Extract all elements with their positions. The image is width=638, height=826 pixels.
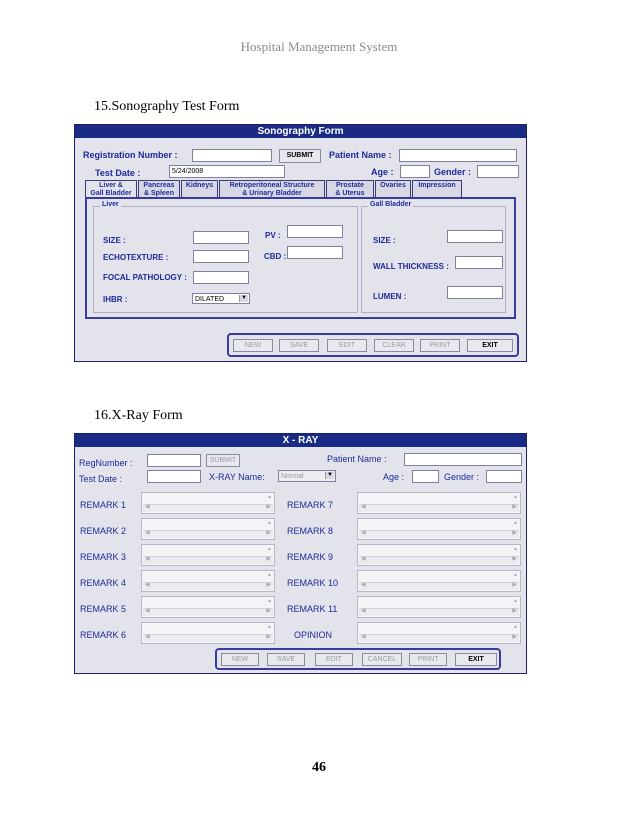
- registration-number-label: Registration Number :: [83, 150, 178, 160]
- xray-submit-button[interactable]: SUBMIT: [206, 454, 240, 467]
- focal-pathology-label: FOCAL PATHOLOGY :: [103, 273, 187, 282]
- tab-kidneys[interactable]: [181, 180, 218, 197]
- echotexture-label: ECHOTEXTURE :: [103, 253, 169, 262]
- xray-form-window: [74, 433, 527, 674]
- tab-label: Kidneys: [185, 182, 214, 189]
- xray-name-select[interactable]: [278, 470, 336, 482]
- test-date-label: Test Date :: [95, 168, 141, 178]
- remark-textarea[interactable]: ▲ ◀ ▶: [357, 518, 521, 540]
- xray-name-value: Normal: [281, 473, 304, 480]
- gb-size-input[interactable]: [447, 230, 503, 243]
- opinion-textarea[interactable]: ▲ ◀ ▶: [357, 622, 521, 644]
- xray-gender-input[interactable]: [486, 470, 522, 483]
- clear-button[interactable]: CLEAR: [374, 339, 414, 352]
- gb-size-label: SIZE :: [373, 236, 396, 245]
- tab-label: Liver &: [99, 182, 123, 189]
- remark-textarea[interactable]: ▲ ◀ ▶: [357, 570, 521, 592]
- tab-label: Impression: [418, 182, 456, 189]
- xray-title-bar: X - RAY: [75, 434, 526, 447]
- xray-test-date-label: Test Date :: [79, 474, 123, 484]
- tab-retroperitoneal[interactable]: [219, 180, 325, 197]
- remark-textarea[interactable]: ▲ ◀ ▶: [141, 570, 275, 592]
- exit-button[interactable]: EXIT: [467, 339, 513, 352]
- wall-thickness-input[interactable]: [455, 256, 503, 269]
- xray-name-label: X-RAY Name:: [209, 472, 265, 482]
- ihbr-select[interactable]: [192, 293, 250, 304]
- test-date-input[interactable]: 5/24/2008: [169, 165, 285, 178]
- remark-label: REMARK 9: [287, 552, 334, 562]
- patient-name-label: Patient Name :: [329, 150, 392, 160]
- print-button[interactable]: PRINT: [409, 653, 447, 666]
- remark-textarea[interactable]: ▲ ◀ ▶: [141, 622, 275, 644]
- remark-textarea[interactable]: ▲ ◀ ▶: [357, 544, 521, 566]
- remark-textarea[interactable]: ▲ ◀ ▶: [357, 596, 521, 618]
- tab-impression[interactable]: [412, 180, 462, 197]
- liver-group-title: Liver: [102, 201, 119, 208]
- gender-input[interactable]: [477, 165, 519, 178]
- remark-label: REMARK 7: [287, 500, 334, 510]
- remark-label: REMARK 1: [80, 500, 127, 510]
- tab-label: & Urinary Bladder: [242, 190, 302, 197]
- xray-age-input[interactable]: [412, 470, 439, 483]
- focal-pathology-input[interactable]: [193, 271, 249, 284]
- print-button[interactable]: PRINT: [420, 339, 460, 352]
- remark-label: REMARK 5: [80, 604, 127, 614]
- chevron-down-icon[interactable]: ▼: [325, 472, 334, 479]
- regnumber-label: RegNumber :: [79, 458, 133, 468]
- patient-name-input[interactable]: [399, 149, 517, 162]
- cancel-button[interactable]: CANCEL: [362, 653, 402, 666]
- xray-test-date-input[interactable]: [147, 470, 201, 483]
- edit-button[interactable]: EDIT: [315, 653, 353, 666]
- remark-label: REMARK 8: [287, 526, 334, 536]
- echotexture-input[interactable]: [193, 250, 249, 263]
- age-label: Age :: [371, 167, 394, 177]
- age-input[interactable]: [400, 165, 430, 178]
- ihbr-label: IHBR :: [103, 295, 128, 304]
- remark-textarea[interactable]: ▲ ◀ ▶: [141, 596, 275, 618]
- remark-label: REMARK 4: [80, 578, 127, 588]
- cbd-label: CBD :: [264, 252, 287, 261]
- section-16-title: 16.X-Ray Form: [94, 408, 183, 423]
- tab-liver-gall-bladder[interactable]: [85, 180, 137, 198]
- edit-button[interactable]: EDIT: [327, 339, 367, 352]
- chevron-down-icon[interactable]: ▼: [239, 295, 248, 302]
- opinion-label: OPINION: [294, 630, 333, 640]
- tab-label: Retroperitoneal Structure: [229, 182, 315, 189]
- registration-number-input[interactable]: [192, 149, 272, 162]
- tab-prostate-uterus[interactable]: [326, 180, 374, 197]
- pv-label: PV :: [265, 231, 281, 240]
- size-label: SIZE :: [103, 236, 126, 245]
- page-number: 46: [312, 760, 326, 775]
- xray-age-label: Age :: [383, 472, 405, 482]
- sono-submit-button[interactable]: SUBMIT: [279, 149, 321, 163]
- tab-ovaries[interactable]: [375, 180, 411, 197]
- tab-label: Ovaries: [380, 182, 406, 189]
- xray-gender-label: Gender :: [444, 472, 480, 482]
- remark-label: REMARK 10: [287, 578, 339, 588]
- tab-label: Pancreas: [143, 182, 175, 189]
- cbd-input[interactable]: [287, 246, 343, 259]
- remark-textarea[interactable]: ▲ ◀ ▶: [357, 492, 521, 514]
- section-15-title: 15.Sonography Test Form: [94, 99, 240, 114]
- ihbr-value: DILATED: [195, 296, 225, 303]
- sonography-title-bar: Sonography Form: [75, 125, 526, 138]
- remark-textarea[interactable]: ▲ ◀ ▶: [141, 492, 275, 514]
- liver-size-input[interactable]: [193, 231, 249, 244]
- new-button[interactable]: NEW: [233, 339, 273, 352]
- sonography-form-window: [74, 124, 527, 362]
- remark-textarea[interactable]: ▲ ◀ ▶: [141, 544, 275, 566]
- lumen-input[interactable]: [447, 286, 503, 299]
- remark-label: REMARK 11: [287, 604, 338, 614]
- tab-label: & Spleen: [144, 190, 174, 197]
- pv-input[interactable]: [287, 225, 343, 238]
- xray-patient-name-label: Patient Name :: [327, 454, 387, 464]
- remark-textarea[interactable]: ▲ ◀ ▶: [141, 518, 275, 540]
- xray-patient-name-input[interactable]: [404, 453, 522, 466]
- tab-label: Gall Bladder: [90, 190, 132, 197]
- new-button[interactable]: NEW: [221, 653, 259, 666]
- tab-label: & Uterus: [335, 190, 365, 197]
- save-button[interactable]: SAVE: [279, 339, 319, 352]
- save-button[interactable]: SAVE: [267, 653, 305, 666]
- lumen-label: LUMEN :: [373, 292, 407, 301]
- remark-label: REMARK 2: [80, 526, 127, 536]
- tab-pancreas-spleen[interactable]: [138, 180, 180, 197]
- wall-thickness-label: WALL THICKNESS :: [373, 262, 449, 271]
- tab-label: Prostate: [335, 182, 364, 189]
- gender-label: Gender :: [434, 167, 472, 177]
- page-header: Hospital Management System: [240, 39, 398, 54]
- remark-label: REMARK 3: [80, 552, 127, 562]
- gall-bladder-group-title: Gall Bladder: [370, 201, 412, 208]
- exit-button[interactable]: EXIT: [455, 653, 497, 666]
- remark-label: REMARK 6: [80, 630, 127, 640]
- regnumber-input[interactable]: [147, 454, 201, 467]
